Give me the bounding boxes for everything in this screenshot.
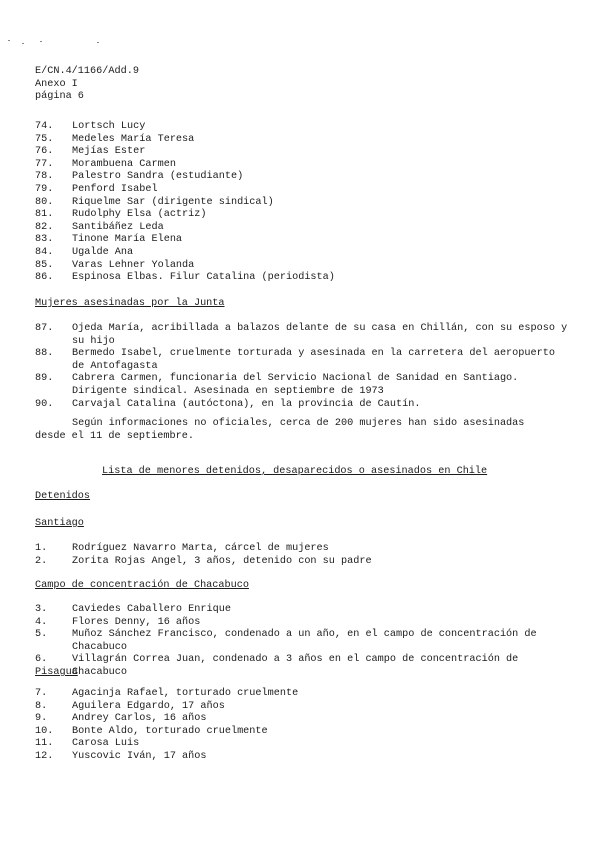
- minors-list-pisagua: [35, 688, 570, 764]
- list-item: [35, 701, 570, 714]
- list-item: [35, 247, 570, 260]
- item-number: 82.: [35, 221, 54, 233]
- scan-speck: [40, 41, 42, 42]
- list-item: [35, 738, 570, 751]
- item-text: Zorita Rojas Angel, 3 años, detenido con su padre: [72, 555, 372, 567]
- section-heading-asesinadas: Mujeres asesinadas por la Junta: [35, 298, 225, 309]
- scan-speck: [22, 43, 24, 44]
- paragraph-estimate: Según informaciones no oficiales, cerca de 200 mujeres han sido asesinadas desde el 11 de septiembre.: [35, 418, 525, 442]
- item-number: 81.: [35, 209, 54, 221]
- minors-list-santiago: [35, 543, 570, 568]
- list-item: [35, 234, 570, 247]
- list-item: [35, 399, 570, 412]
- minors-list-chacabuco: [35, 604, 570, 680]
- item-number: 4.: [35, 616, 48, 628]
- item-text: Caviedes Caballero Enrique: [72, 604, 231, 615]
- item-text: Mejías Ester: [72, 146, 146, 158]
- list-item: [35, 543, 570, 556]
- item-text: Medeles María Teresa: [72, 133, 195, 145]
- section-heading-santiago: Santiago: [35, 518, 84, 529]
- item-text: Cabrera Carmen, funcionaria del Servicio Nacional de Sanidad en Santiago. Dirigente sindical. Asesinada en septiembre de 1973: [72, 373, 519, 397]
- item-number: 89.: [35, 373, 54, 385]
- item-text: Santibáñez Leda: [72, 221, 164, 233]
- list-item: [35, 134, 570, 147]
- list-item: [35, 348, 570, 373]
- list-item: [35, 604, 570, 617]
- list-item: [35, 726, 570, 739]
- item-number: 8.: [35, 700, 48, 712]
- item-number: 74.: [35, 121, 54, 132]
- item-number: 79.: [35, 183, 54, 195]
- item-text: Varas Lehner Yolanda: [72, 259, 195, 271]
- item-text: Ugalde Ana: [72, 246, 134, 258]
- list-item: [35, 713, 570, 726]
- section-heading-pisagua: Pisagua: [35, 667, 78, 678]
- item-number: 75.: [35, 133, 54, 145]
- item-number: 76.: [35, 146, 54, 158]
- section-heading-detenidos: Detenidos: [35, 491, 91, 502]
- item-text: Espinosa Elbas. Filur Catalina (periodista): [72, 272, 335, 284]
- item-number: 5.: [35, 629, 48, 641]
- item-number: 12.: [35, 750, 54, 762]
- item-text: Penford Isabel: [72, 183, 158, 195]
- item-number: 90.: [35, 398, 54, 410]
- item-text: Rodríguez Navarro Marta, cárcel de mujeres: [72, 543, 329, 554]
- list-item: [35, 751, 570, 764]
- list-item: [35, 222, 570, 235]
- list-item: [35, 373, 570, 398]
- item-text: Agacinja Rafael, torturado cruelmente: [72, 688, 299, 699]
- annex-label: Anexo I: [35, 78, 78, 90]
- item-text: Carvajal Catalina (autóctona), en la provincia de Cautín.: [72, 398, 421, 410]
- list-item: [35, 260, 570, 273]
- list-item: [35, 688, 570, 701]
- document-header: [35, 66, 139, 104]
- item-text: Bonte Aldo, torturado cruelmente: [72, 725, 268, 737]
- item-text: Lortsch Lucy: [72, 121, 146, 132]
- page-number: página 6: [35, 91, 84, 103]
- item-text: Flores Denny, 16 años: [72, 616, 201, 628]
- list-item: [35, 197, 570, 210]
- scan-speck: [97, 42, 99, 43]
- list-item: [35, 171, 570, 184]
- scan-speck: [8, 40, 10, 41]
- item-text: Aguilera Edgardo, 17 años: [72, 700, 225, 712]
- item-number: 1.: [35, 543, 48, 554]
- item-text: Tinone María Elena: [72, 234, 183, 246]
- list-item: [35, 121, 570, 134]
- item-text: Palestro Sandra (estudiante): [72, 171, 244, 183]
- item-number: 6.: [35, 654, 48, 666]
- item-number: 11.: [35, 738, 54, 750]
- list-item: [35, 629, 570, 654]
- item-text: Bermedo Isabel, cruelmente torturada y asesinada en la carretera del aeropuerto de Antofagasta: [72, 348, 555, 372]
- list-item: [35, 323, 570, 348]
- victims-list-b: [35, 323, 570, 411]
- item-number: 80.: [35, 196, 54, 208]
- item-number: 77.: [35, 158, 54, 170]
- list-item: [35, 272, 570, 285]
- list-item: [35, 556, 570, 569]
- item-text: Yuscovic Iván, 17 años: [72, 750, 207, 762]
- item-number: 84.: [35, 246, 54, 258]
- item-number: 9.: [35, 713, 48, 725]
- item-text: Rudolphy Elsa (actriz): [72, 209, 207, 221]
- item-number: 2.: [35, 555, 48, 567]
- item-number: 10.: [35, 725, 54, 737]
- main-heading: Lista de menores detenidos, desaparecidos o asesinados en Chile: [102, 466, 488, 477]
- item-text: Morambuena Carmen: [72, 158, 176, 170]
- victims-list-a: [35, 121, 570, 285]
- item-number: 7.: [35, 688, 48, 699]
- item-text: Muñoz Sánchez Francisco, condenado a un año, en el campo de concentración de Chacabuco: [72, 629, 537, 653]
- item-number: 85.: [35, 259, 54, 271]
- item-number: 87.: [35, 323, 54, 334]
- list-item: [35, 617, 570, 630]
- list-item: [35, 654, 570, 679]
- document-symbol: E/CN.4/1166/Add.9: [35, 66, 139, 77]
- list-item: [35, 184, 570, 197]
- list-item: [35, 159, 570, 172]
- item-number: 88.: [35, 348, 54, 360]
- item-number: 83.: [35, 234, 54, 246]
- item-text: Riquelme Sar (dirigente sindical): [72, 196, 274, 208]
- section-heading-chacabuco: Campo de concentración de Chacabuco: [35, 580, 249, 591]
- item-text: Villagrán Correa Juan, condenado a 3 años en el campo de concentración de Chacabuco: [72, 654, 519, 678]
- list-item: [35, 146, 570, 159]
- item-text: Andrey Carlos, 16 años: [72, 713, 207, 725]
- item-text: Carosa Luis: [72, 738, 140, 750]
- list-item: [35, 209, 570, 222]
- item-text: Ojeda María, acribillada a balazos delante de su casa en Chillán, con su esposo y su hijo: [72, 323, 568, 347]
- item-number: 86.: [35, 272, 54, 284]
- item-number: 78.: [35, 171, 54, 183]
- item-number: 3.: [35, 604, 48, 615]
